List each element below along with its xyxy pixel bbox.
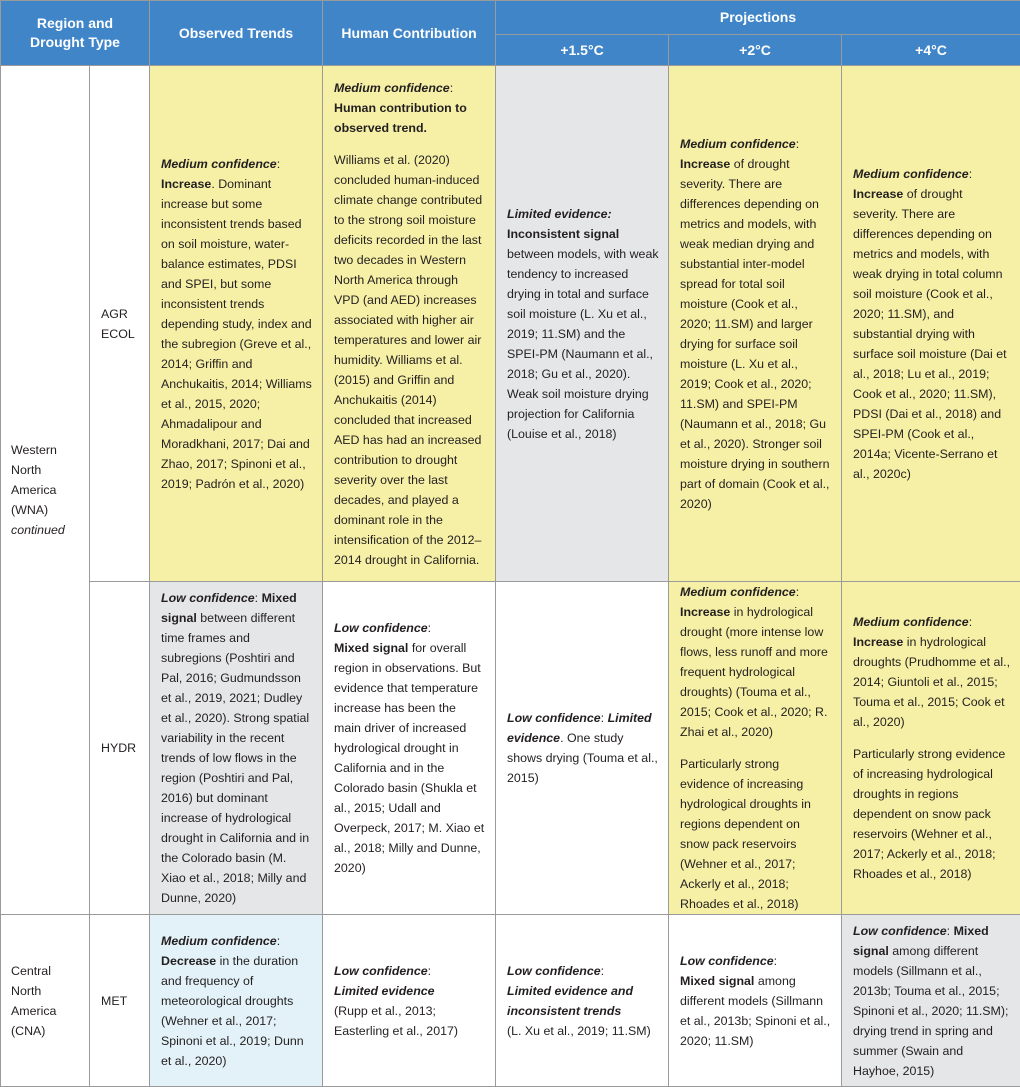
- cna-met-proj-1-5: Low confidence: Limited evidence and inconsistent trends (L. Xu et al., 2019; 11.SM): [496, 915, 669, 1087]
- table-row: [1, 66, 1020, 582]
- header-proj-4: +4°C: [842, 35, 1020, 66]
- wna-hydr-proj-1-5: Low confidence: Limited evidence. One study shows drying (Touma et al., 2015): [496, 582, 669, 915]
- cna-met-observed: Medium confidence: Decrease in the duration and frequency of meteorological droughts (Wehner et al., 2017; Spinoni et al., 2019; Dunn et al., 2020): [150, 915, 323, 1087]
- region-wna-continued: continued: [11, 523, 65, 537]
- wna-agr-proj-2: Medium confidence: Increase of drought severity. There are differences depending on metrics and models, with weak median drying and substantial inter-model spread for total soil moisture (Cook et al., 2020; 11.SM) and larger drying for surface soil moisture (L. Xu et al., 2019; Cook et al., 2020; 11.SM) and SPEI-PM (Naumann et al., 2018; Gu et al., 2020). Stronger soil moisture drying in southern part of domain (Cook et al., 2020): [669, 66, 842, 582]
- drought-type-agr: AGR: [101, 306, 128, 321]
- cna-met-proj-2: Low confidence: Mixed signal among different models (Sillmann et al., 2013b; Spinoni et al., 2020; 11.SM): [669, 915, 842, 1087]
- drought-type-ecol: ECOL: [101, 326, 135, 341]
- table-row: [1, 582, 1020, 915]
- wna-hydr-proj-2: Medium confidence: Increase in hydrological drought (more intense low flows, less runoff and more frequent hydrological droughts) (Touma et al., 2015; Cook et al., 2020; R. Zhai et al., 2020) Particularly strong evidence of increasing hydrological droughts in regions dependent on snow pack reservoirs (Wehner et al., 2017; Ackerly et al., 2018; Rhoades et al., 2018): [669, 582, 842, 915]
- wna-agr-proj-4: Medium confidence: Increase of drought severity. There are differences depending on metrics and models, with weak drying in total column soil moisture (Cook et al., 2020; 11.SM), and substantial drying with surface soil moisture (Dai et al., 2018; Lu et al., 2019; Cook et al., 2020; 11.SM), PDSI (Dai et al., 2018) and SPEI-PM (Cook et al., 2014a; Vicente-Serrano et al., 2020c): [842, 66, 1020, 582]
- drought-type-hydr: HYDR: [90, 582, 150, 915]
- table-row: [1, 915, 1020, 1087]
- wna-hydr-human: Low confidence: Mixed signal for overall region in observations. But evidence that temperature increase has been the main driver of increased hydrological drought in California and in the Colorado basin (Shukla et al., 2015; Udall and Overpeck, 2017; M. Xiao et al., 2018; Milly and Dunne, 2020): [323, 582, 496, 915]
- region-wna-name: Western North America (WNA): [11, 443, 57, 517]
- wna-hydr-observed: Low confidence: Mixed signal between different time frames and subregions (Poshtiri and Pal, 2016; Gudmundsson et al., 2019, 2021; Dudley et al., 2020). Strong spatial variability in the recent trends of low flows in the region (Poshtiri and Pal, 2016) but dominant increase of hydrological drought in California and in the Colorado basin (M. Xiao et al., 2018; Milly and Dunne, 2020): [150, 582, 323, 915]
- wna-agr-observed: Medium confidence: Increase. Dominant increase but some inconsistent trends based on soil moisture, water-balance estimates, PDSI and SPEI, but some inconsistent trends depending study, index and the subregion (Greve et al., 2014; Griffin and Anchukaitis, 2014; Williams et al., 2015, 2020; Ahmadalipour and Moradkhani, 2017; Dai and Zhao, 2017; Spinoni et al., 2019; Padrón et al., 2020): [150, 66, 323, 582]
- header-human-contribution: Human Contribution: [323, 1, 496, 66]
- region-cna: Central North America (CNA): [1, 915, 90, 1087]
- drought-type-agr-ecol: [90, 66, 150, 582]
- cna-met-human: Low confidence: Limited evidence (Rupp et al., 2013; Easterling et al., 2017): [323, 915, 496, 1087]
- wna-agr-human: Medium confidence: Human contribution to observed trend. Williams et al. (2020) concluded human-induced climate change contributed to the strong soil moisture deficits recorded in the last two decades in Western North America through VPD (and AED) increases associated with higher air temperatures and lower air humidity. Williams et al. (2015) and Griffin and Anchukaitis (2014) concluded that increased AED has had an increased contribution to drought severity over the last decades, and played a dominant role in the intensification of the 2012–2014 drought in California.: [323, 66, 496, 582]
- header-region: Region and Drought Type: [1, 1, 150, 66]
- wna-agr-proj-1-5: Limited evidence: Inconsistent signal between models, with weak tendency to increased drying in total and surface soil moisture (L. Xu et al., 2019; 11.SM) and the SPEI-PM (Naumann et al., 2018; Gu et al., 2020). Weak soil moisture drying projection for California (Louise et al., 2018): [496, 66, 669, 582]
- region-wna: [1, 66, 90, 915]
- cna-met-proj-4: Low confidence: Mixed signal among different models (Sillmann et al., 2013b; Touma et al., 2015; Spinoni et al., 2020; 11.SM); drying trend in spring and summer (Swain and Hayhoe, 2015): [842, 915, 1020, 1087]
- header-projections: Projections: [496, 1, 1020, 35]
- wna-hydr-proj-4: Medium confidence: Increase in hydrological droughts (Prudhomme et al., 2014; Giuntoli et al., 2015; Touma et al., 2015; Cook et al., 2020) Particularly strong evidence of increasing hydrological droughts in regions dependent on snow pack reservoirs (Wehner et al., 2017; Ackerly et al., 2018; Rhoades et al., 2018): [842, 582, 1020, 915]
- header-proj-2: +2°C: [669, 35, 842, 66]
- header-observed-trends: Observed Trends: [150, 1, 323, 66]
- header-proj-1-5: +1.5°C: [496, 35, 669, 66]
- drought-type-met: MET: [90, 915, 150, 1087]
